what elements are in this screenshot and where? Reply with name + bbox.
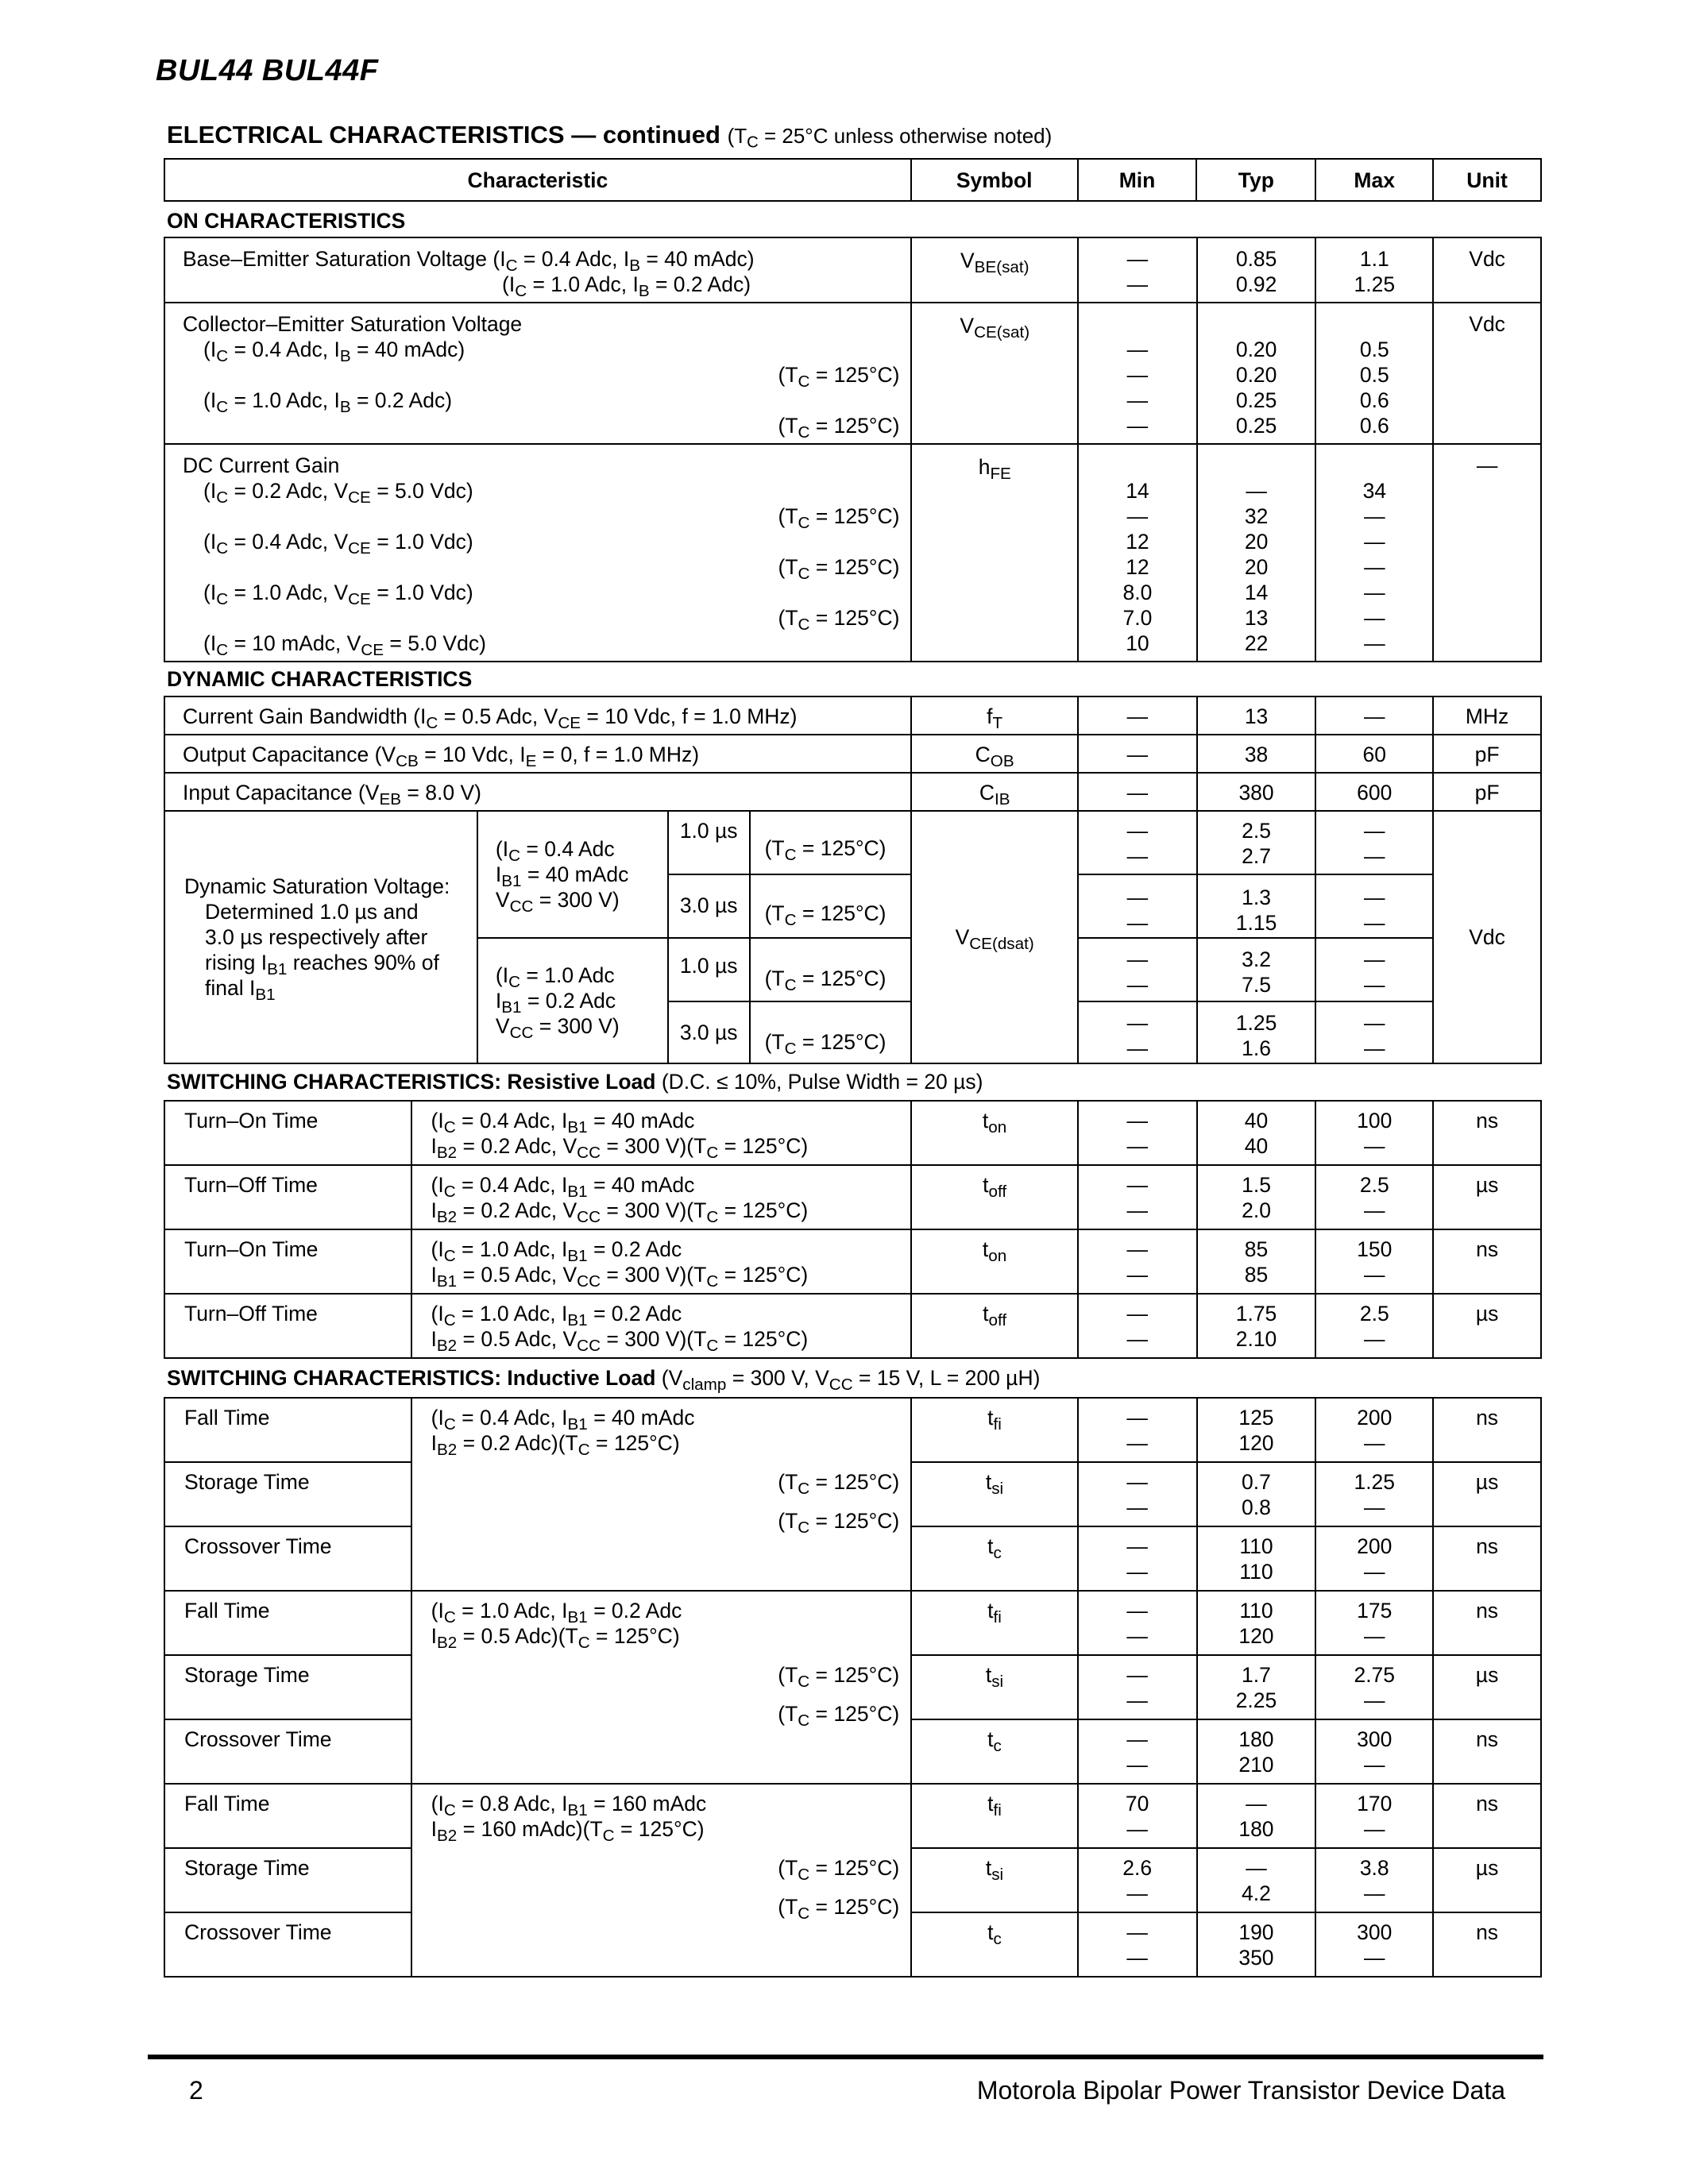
table-row xyxy=(164,1229,1541,1294)
footer-divider xyxy=(148,2055,1543,2059)
si-min: — — xyxy=(1078,1591,1197,1655)
sr-typ: 40 40 xyxy=(1197,1101,1316,1165)
sr-max: 150 — xyxy=(1315,1229,1433,1294)
cib-label: Input Capacitance ($V_{EB} = 8.0$ V) xyxy=(164,773,911,811)
si-label: Fall Time xyxy=(164,1591,411,1655)
dsat-typ: 1.3 1.15 xyxy=(1197,874,1316,938)
sr-min: — — xyxy=(1078,1101,1197,1165)
dynamic-table xyxy=(164,696,1542,1064)
si-typ: — 4.2 xyxy=(1197,1848,1316,1912)
dsat-typ: 3.2 7.5 xyxy=(1197,938,1316,1001)
si-max: 2.75 — xyxy=(1315,1655,1433,1719)
sr-min: — — xyxy=(1078,1294,1197,1358)
si-symbol: $t_{si}$ xyxy=(911,1462,1078,1526)
sr-cond: ($I_C = 1.0$ Adc, $I_{B1} = 0.2$ Adc $I_{B2} = 0.5$ Adc, $V_{CC} = 300$ $V)(T_C = 125^\circ C)$ xyxy=(411,1294,912,1358)
si-unit: µs xyxy=(1433,1655,1541,1719)
section-title xyxy=(167,121,1053,152)
si-symbol: $t_{fi}$ xyxy=(911,1591,1078,1655)
hfe-max: 34 — — — — — — xyxy=(1315,444,1433,662)
section-title-note: ($T_C = 25^\circ C$ unless otherwise noted) xyxy=(727,124,1053,152)
vbe-sat-characteristic xyxy=(164,237,911,303)
si-unit: ns xyxy=(1433,1591,1541,1655)
column-header-max: Max xyxy=(1315,159,1433,201)
si-cond: ($I_C = 0.8$ Adc, $I_{B1} = 160$ mAdc $I_{B2} = 160$ $mAdc)(T_C = 125^\circ C)$ $(T_C = 125^\circ C)$ $(T_C = 125^\circ C)$ xyxy=(411,1784,912,1977)
dsat-symbol: $V_{CE(dsat)}$ xyxy=(911,811,1078,1063)
si-max: 200 — xyxy=(1315,1398,1433,1462)
si-unit: ns xyxy=(1433,1398,1541,1462)
cob-min: — xyxy=(1078,735,1197,773)
vbe-sat-max: 1.1 1.25 xyxy=(1315,237,1433,303)
sr-symbol: $t_{off}$ xyxy=(911,1165,1078,1229)
ft-typ: 13 xyxy=(1197,696,1316,735)
sr-typ: 1.75 2.10 xyxy=(1197,1294,1316,1358)
cob-symbol: $C_{OB}$ xyxy=(911,735,1078,773)
si-label: Storage Time xyxy=(164,1655,411,1719)
cib-max: 600 xyxy=(1315,773,1433,811)
table-row xyxy=(164,1294,1541,1358)
cib-symbol: $C_{IB}$ xyxy=(911,773,1078,811)
dsat-time: 3.0 µs xyxy=(668,874,750,938)
vbe-sat-symbol: $V_{BE(sat)}$ xyxy=(911,237,1078,303)
table-header-row xyxy=(164,159,1541,201)
table-row xyxy=(164,1591,1541,1655)
sr-unit: µs xyxy=(1433,1165,1541,1229)
vbe-sat-min: — — xyxy=(1078,237,1197,303)
table-row xyxy=(164,1101,1541,1165)
si-unit: ns xyxy=(1433,1912,1541,1977)
dsat-max: — — xyxy=(1315,938,1433,1001)
si-cond: ($I_C = 0.4$ Adc, $I_{B1} = 40$ mAdc $I_{B2} = 0.2$ $Adc)(T_C = 125^\circ C)$ $(T_C = 125^\circ C)$ $(T_C = 125^\circ C)$ xyxy=(411,1398,912,1591)
dsat-min: — — xyxy=(1078,811,1197,874)
hfe-min: 14 — 12 12 8.0 7.0 10 xyxy=(1078,444,1197,662)
si-symbol: $t_{si}$ xyxy=(911,1848,1078,1912)
si-symbol: $t_{si}$ xyxy=(911,1655,1078,1719)
vce-sat-symbol: $V_{CE(sat)}$ xyxy=(911,303,1078,444)
si-max: 300 — xyxy=(1315,1912,1433,1977)
cib-unit: pF xyxy=(1433,773,1541,811)
dsat-min: — — xyxy=(1078,1001,1197,1063)
si-symbol: $t_{fi}$ xyxy=(911,1398,1078,1462)
cib-typ: 380 xyxy=(1197,773,1316,811)
dsat-tc: $(T_C = 125^\circ C)$ xyxy=(750,874,912,938)
dsat-tc: $(T_C = 125^\circ C)$ xyxy=(750,938,912,1001)
table-row xyxy=(164,811,1541,874)
sr-label: Turn–On Time xyxy=(164,1229,411,1294)
dsat-time: 1.0 µs xyxy=(668,938,750,1001)
table-row xyxy=(164,735,1541,773)
switching-inductive-table xyxy=(164,1397,1542,1978)
switching-resistive-heading: SWITCHING CHARACTERISTICS: Resistive Load (D.C. ≤ 10%, Pulse Width = 20 µs) xyxy=(167,1070,983,1094)
sr-max: 2.5 — xyxy=(1315,1165,1433,1229)
dsat-max: — — xyxy=(1315,811,1433,874)
table-row xyxy=(164,303,1541,444)
dsat-tc: $(T_C = 125^\circ C)$ xyxy=(750,811,912,874)
si-min: — — xyxy=(1078,1462,1197,1526)
column-header-characteristic: Characteristic xyxy=(164,159,911,201)
si-typ: 110 120 xyxy=(1197,1591,1316,1655)
sr-symbol: $t_{on}$ xyxy=(911,1229,1078,1294)
cob-unit: pF xyxy=(1433,735,1541,773)
table-row xyxy=(164,444,1541,662)
hfe-symbol: $h_{FE}$ xyxy=(911,444,1078,662)
dsat-tc: $(T_C = 125^\circ C)$ xyxy=(750,1001,912,1063)
ft-min: — xyxy=(1078,696,1197,735)
column-header-unit: Unit xyxy=(1433,159,1541,201)
sr-unit: ns xyxy=(1433,1229,1541,1294)
si-min: 70 — xyxy=(1078,1784,1197,1848)
si-typ: — 180 xyxy=(1197,1784,1316,1848)
si-symbol: $t_c$ xyxy=(911,1912,1078,1977)
sr-unit: ns xyxy=(1433,1101,1541,1165)
table-row xyxy=(164,237,1541,303)
si-min: — — xyxy=(1078,1719,1197,1784)
column-header-typ: Typ xyxy=(1196,159,1315,201)
si-max: 300 — xyxy=(1315,1719,1433,1784)
si-min: — — xyxy=(1078,1526,1197,1591)
sr-cond: ($I_C = 1.0$ Adc, $I_{B1} = 0.2$ Adc $I_{B1} = 0.5$ Adc, $V_{CC} = 300$ $V)(T_C = 125^\circ C)$ xyxy=(411,1229,912,1294)
hfe-unit: — xyxy=(1433,444,1541,662)
si-label: Storage Time xyxy=(164,1848,411,1912)
hfe-typ: — 32 20 20 14 13 22 xyxy=(1197,444,1316,662)
sr-label: Turn–Off Time xyxy=(164,1165,411,1229)
hfe-characteristic: DC Current Gain ($I_C = 0.2$ Adc, $V_{CE} = 5.0$ Vdc) $(T_C = 125^\circ C)$ ($I_C = 0.4$ Adc, $V_{CE} = 1.0$ Vdc) $(T_C = 125^\circ C)$ ($I_C = 1.0$ Adc, $V_{CE} = 1.0$ Vdc) $(T_C = 125^\circ C)$ ($I_C = 10$ mAdc, $V_{CE} = 5.0$ Vdc) xyxy=(164,444,911,662)
sr-max: 2.5 — xyxy=(1315,1294,1433,1358)
si-typ: 125 120 xyxy=(1197,1398,1316,1462)
vce-sat-characteristic: Collector–Emitter Saturation Voltage ($I_C = 0.4$ Adc, $I_B = 40$ mAdc) $(T_C = 125^\circ C)$ ($I_C = 1.0$ Adc, $I_B = 0.2$ Adc) $(T_C = 125^\circ C)$ xyxy=(164,303,911,444)
switching-resistive-table xyxy=(164,1100,1542,1359)
si-typ: 110 110 xyxy=(1197,1526,1316,1591)
vbe-sat-cond1: ($I_C = 0.4$ Adc, $I_B = 40$ mAdc) xyxy=(492,247,755,275)
si-min: — — xyxy=(1078,1912,1197,1977)
si-typ: 0.7 0.8 xyxy=(1197,1462,1316,1526)
si-label: Crossover Time xyxy=(164,1912,411,1977)
sr-typ: 1.5 2.0 xyxy=(1197,1165,1316,1229)
ft-label: Current Gain Bandwidth ($I_C = 0.5$ Adc, $V_{CE} = 10$ Vdc, f = 1.0 MHz) xyxy=(164,696,911,735)
si-symbol: $t_c$ xyxy=(911,1719,1078,1784)
sr-label: Turn–Off Time xyxy=(164,1294,411,1358)
si-unit: µs xyxy=(1433,1462,1541,1526)
table-row xyxy=(164,773,1541,811)
sr-cond: ($I_C = 0.4$ Adc, $I_{B1} = 40$ mAdc $I_{B2} = 0.2$ Adc, $V_{CC} = 300$ $V)(T_C = 125^\circ C)$ xyxy=(411,1165,912,1229)
table-row xyxy=(164,696,1541,735)
dsat-unit: Vdc xyxy=(1433,811,1541,1063)
si-unit: ns xyxy=(1433,1784,1541,1848)
vbe-sat-cond2: ($I_C = 1.0$ Adc, $I_B = 0.2$ Adc) xyxy=(502,272,751,300)
dsat-typ: 2.5 2.7 xyxy=(1197,811,1316,874)
si-unit: ns xyxy=(1433,1719,1541,1784)
dynamic-heading: DYNAMIC CHARACTERISTICS xyxy=(167,667,473,691)
si-min: — — xyxy=(1078,1655,1197,1719)
table-row xyxy=(164,1398,1541,1462)
dsat-max: — — xyxy=(1315,1001,1433,1063)
dsat-condB: ($I_C = 1.0$ Adc $I_{B1} = 0.2$ Adc $V_{CC} = 300$ V) xyxy=(477,938,668,1063)
si-typ: 180 210 xyxy=(1197,1719,1316,1784)
sr-unit: µs xyxy=(1433,1294,1541,1358)
vbe-sat-unit: Vdc xyxy=(1433,237,1541,303)
dsat-min: — — xyxy=(1078,874,1197,938)
vce-sat-unit: Vdc xyxy=(1433,303,1541,444)
si-min: 2.6 — xyxy=(1078,1848,1197,1912)
si-unit: µs xyxy=(1433,1848,1541,1912)
page-title: BUL44 BUL44F xyxy=(156,54,379,87)
vce-sat-typ: 0.20 0.20 0.25 0.25 xyxy=(1197,303,1316,444)
vbe-sat-label: Base–Emitter Saturation Voltage xyxy=(183,247,488,271)
sr-label: Turn–On Time xyxy=(164,1101,411,1165)
vce-sat-max: 0.5 0.5 0.6 0.6 xyxy=(1315,303,1433,444)
si-cond: ($I_C = 1.0$ Adc, $I_{B1} = 0.2$ Adc $I_{B2} = 0.5$ $Adc)(T_C = 125^\circ C)$ $(T_C = 125^\circ C)$ $(T_C = 125^\circ C)$ xyxy=(411,1591,912,1784)
dsat-label: Dynamic Saturation Voltage: Determined 1.0 µs and 3.0 µs respectively after rising $I_{B1}$ reaches 90% of final $I_{B1}$ xyxy=(164,811,477,1063)
ft-unit: MHz xyxy=(1433,696,1541,735)
cob-max: 60 xyxy=(1315,735,1433,773)
si-label: Fall Time xyxy=(164,1784,411,1848)
si-max: 3.8 — xyxy=(1315,1848,1433,1912)
si-label: Storage Time xyxy=(164,1462,411,1526)
vbe-sat-typ: 0.85 0.92 xyxy=(1197,237,1316,303)
si-label: Crossover Time xyxy=(164,1719,411,1784)
dsat-min: — — xyxy=(1078,938,1197,1001)
ft-symbol: $f_T$ xyxy=(911,696,1078,735)
dsat-typ: 1.25 1.6 xyxy=(1197,1001,1316,1063)
switching-inductive-heading: SWITCHING CHARACTERISTICS: Inductive Load ($V_{clamp} = 300$ V, $V_{CC} = 15$ V, L = 200 µH) xyxy=(167,1366,1041,1394)
si-label: Fall Time xyxy=(164,1398,411,1462)
table-row xyxy=(164,1165,1541,1229)
cib-min: — xyxy=(1078,773,1197,811)
ft-max: — xyxy=(1315,696,1433,735)
dsat-time: 1.0 µs xyxy=(668,811,750,874)
cob-label: Output Capacitance ($V_{CB} = 10$ Vdc, $I_E = 0$, f = 1.0 MHz) xyxy=(164,735,911,773)
column-header-min: Min xyxy=(1078,159,1197,201)
si-min: — — xyxy=(1078,1398,1197,1462)
on-characteristics-table xyxy=(164,158,1542,202)
column-header-symbol: Symbol xyxy=(911,159,1078,201)
sr-cond: ($I_C = 0.4$ Adc, $I_{B1} = 40$ mAdc $I_{B2} = 0.2$ Adc, $V_{CC} = 300$ $V)(T_C = 125^\circ C)$ xyxy=(411,1101,912,1165)
si-unit: ns xyxy=(1433,1526,1541,1591)
on-characteristics-heading: ON CHARACTERISTICS xyxy=(167,209,406,233)
si-symbol: $t_c$ xyxy=(911,1526,1078,1591)
dsat-max: — — xyxy=(1315,874,1433,938)
dsat-time: 3.0 µs xyxy=(668,1001,750,1063)
cob-typ: 38 xyxy=(1197,735,1316,773)
si-typ: 1.7 2.25 xyxy=(1197,1655,1316,1719)
si-label: Crossover Time xyxy=(164,1526,411,1591)
si-max: 175 — xyxy=(1315,1591,1433,1655)
sr-min: — — xyxy=(1078,1229,1197,1294)
sr-symbol: $t_{on}$ xyxy=(911,1101,1078,1165)
si-symbol: $t_{fi}$ xyxy=(911,1784,1078,1848)
si-typ: 190 350 xyxy=(1197,1912,1316,1977)
vce-sat-min: — — — — xyxy=(1078,303,1197,444)
sr-typ: 85 85 xyxy=(1197,1229,1316,1294)
si-max: 170 — xyxy=(1315,1784,1433,1848)
section-title-bold: ELECTRICAL CHARACTERISTICS — continued xyxy=(167,121,720,149)
si-max: 200 — xyxy=(1315,1526,1433,1591)
page-number: 2 xyxy=(189,2076,203,2105)
footer-text: Motorola Bipolar Power Transistor Device Data xyxy=(976,2076,1505,2105)
sr-symbol: $t_{off}$ xyxy=(911,1294,1078,1358)
sr-max: 100 — xyxy=(1315,1101,1433,1165)
si-max: 1.25 — xyxy=(1315,1462,1433,1526)
dsat-condA: ($I_C = 0.4$ Adc $I_{B1} = 40$ mAdc $V_{CC} = 300$ V) xyxy=(477,811,668,938)
sr-min: — — xyxy=(1078,1165,1197,1229)
on-characteristics-data xyxy=(164,237,1542,662)
table-row xyxy=(164,1784,1541,1848)
